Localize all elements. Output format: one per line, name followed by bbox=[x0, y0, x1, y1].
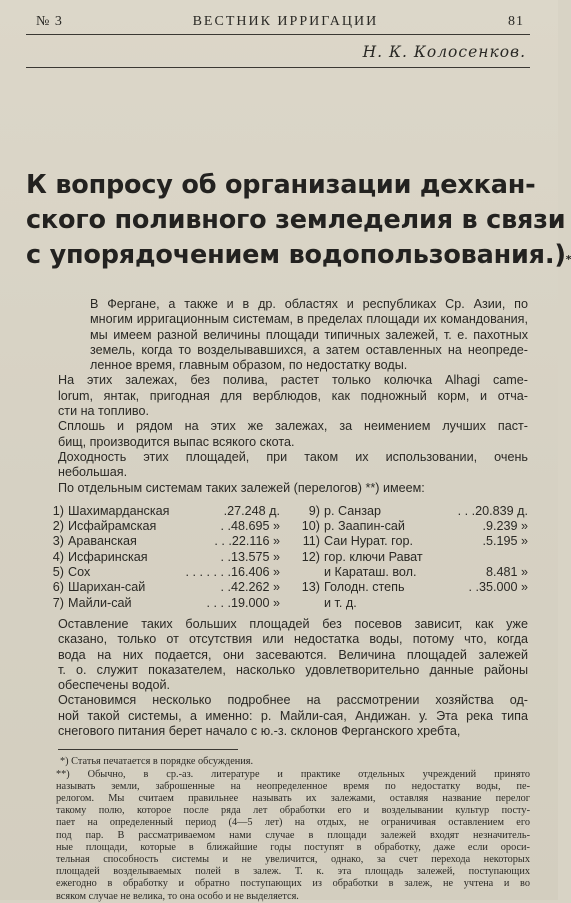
text-line: ленное время, главным образом, по недостатку воды. bbox=[90, 358, 408, 373]
list-item-num: 10) bbox=[301, 519, 320, 534]
list-item-name: Сох bbox=[68, 565, 91, 580]
footnote-1: *) Статья печатается в порядке обсуждения. bbox=[60, 756, 254, 768]
footnote-line: релогом. Мы считаем правильнее называть их залежами, оставляя название перелог bbox=[56, 792, 530, 804]
list-item-name: Майли-сай bbox=[68, 595, 132, 610]
list-item-val: 19.000 » bbox=[230, 595, 280, 610]
text-line: небольшая. bbox=[58, 465, 128, 480]
running-header bbox=[26, 14, 530, 35]
systems-list-right bbox=[280, 504, 528, 611]
text-line: ной такой системы, а именно: р. Майли-сая, Андижан. у. Эта река типа bbox=[58, 708, 528, 723]
footnote-line: такому полю, которое после ряда лет обработки его и возделывании культур посту- bbox=[56, 805, 530, 817]
list-item-val: 42.262 » bbox=[230, 580, 280, 595]
list-item-name: Шахимарданская bbox=[68, 503, 170, 518]
list-item-name: Саи Нурат. гор. bbox=[324, 534, 413, 549]
text-line: вода на них подается, они засеваются. Величина площадей залежей bbox=[58, 647, 528, 662]
footnote-line: тельная способность системы и не увеличится, однако, за счет перехода некоторых bbox=[56, 853, 530, 865]
list-item-dots: . . . . . . . bbox=[185, 565, 231, 580]
systems-list bbox=[32, 504, 528, 611]
title-line-2: ского поливного земледелия в связи bbox=[26, 205, 566, 235]
systems-list-left bbox=[32, 504, 280, 611]
list-item-num: 3) bbox=[52, 534, 64, 549]
footnote-line: всяком случае не велика, то она особо и не выделяется. bbox=[56, 890, 299, 902]
list-item-dots: . . . bbox=[214, 534, 232, 549]
list-item-name: р. Санзар bbox=[324, 503, 381, 518]
footnote-line: ежегодно в обработку и обратно поступающих из обработки в залеж, не учтена и во bbox=[56, 878, 530, 890]
list-item-num: 13) bbox=[301, 580, 320, 595]
paragraph bbox=[32, 419, 528, 450]
list-item bbox=[280, 519, 528, 534]
footnote-line: **) Обычно, в ср.-аз. литературе и практике отдельных учреждений принято bbox=[56, 768, 530, 780]
text-line: мы имеем разной величины площади типичных залежей, т. е. пахотных bbox=[90, 327, 528, 342]
list-item-val: 5.195 » bbox=[485, 534, 528, 549]
list-item bbox=[280, 504, 528, 519]
text-line: многим ирригационным системам, в пределах площади их командования, bbox=[90, 312, 528, 327]
text-line: По отдельным системам таких залежей (перелогов) **) имеем: bbox=[58, 480, 425, 495]
text-line: Оставление таких больших площадей без посевов зависит, как уже bbox=[58, 616, 528, 631]
list-item-dots: . . . . bbox=[206, 595, 231, 610]
list-item-num: 12) bbox=[301, 549, 320, 564]
footnote-2 bbox=[32, 769, 530, 903]
text-line: lorum, янтак, пригодная для верблюдов, как подножный корм, и отча- bbox=[58, 388, 528, 403]
list-item-val: 48.695 » bbox=[230, 519, 280, 534]
list-item-num: 4) bbox=[52, 549, 64, 564]
list-item bbox=[280, 534, 528, 549]
list-item bbox=[32, 504, 280, 519]
article-title bbox=[26, 168, 571, 273]
paragraph bbox=[32, 693, 528, 739]
list-item-dots: . . bbox=[220, 519, 231, 534]
footnote-line: пает на определенный период (4—5 лет) на отдых, не ограничивая оставлением его bbox=[56, 817, 530, 829]
page-number: 81 bbox=[507, 14, 524, 29]
list-item-num: 5) bbox=[52, 565, 64, 580]
journal-title: ВЕСТНИК ИРРИГАЦИИ bbox=[192, 14, 379, 29]
text-line: снегового питания берет начало с ю.-з. склонов Ферганского хребта, bbox=[58, 724, 461, 739]
list-item-num: 6) bbox=[52, 580, 64, 595]
list-item-name: Араванская bbox=[68, 534, 137, 549]
list-item-name: р. Заапин-сай bbox=[324, 519, 405, 534]
footnotes bbox=[26, 756, 530, 902]
title-line-1: К вопросу об организации дехкан- bbox=[26, 170, 536, 200]
list-item-val: 35.000 » bbox=[478, 580, 528, 595]
text-line: сти на топливо. bbox=[58, 404, 149, 419]
list-item bbox=[32, 580, 280, 595]
list-item-val: 16.406 » bbox=[230, 565, 280, 580]
list-item bbox=[32, 519, 280, 534]
paragraph bbox=[32, 373, 528, 419]
list-item-name: Шарихан-сай bbox=[68, 580, 146, 595]
list-item-val: 22.116 » bbox=[231, 534, 280, 549]
title-line-3: с упорядочением водопользования.) bbox=[26, 240, 566, 270]
list-item-val: 13.575 » bbox=[230, 549, 280, 564]
list-item-dots: . . bbox=[468, 580, 479, 595]
text-line: т. о. служит показателем, насколько удовлетворительно данные районы bbox=[58, 662, 528, 677]
text-line: Сплошь и рядом на этих же залежах, за неимением лучших паст- bbox=[58, 419, 528, 434]
paragraph bbox=[32, 617, 528, 693]
list-item-dots: . bbox=[482, 519, 486, 534]
list-item bbox=[280, 565, 528, 580]
footnote-line: называть земли, заброшенные на неопределенное время по недостатку воды, пе- bbox=[56, 780, 530, 792]
list-item-num: 1) bbox=[52, 503, 64, 518]
list-item-dots: . . . bbox=[457, 503, 476, 518]
paragraphs-before-list bbox=[32, 297, 528, 496]
list-item-name: гор. ключи Рават bbox=[324, 549, 423, 564]
issue-number: № 3 bbox=[36, 14, 63, 29]
list-item bbox=[280, 580, 528, 595]
list-item-num bbox=[280, 596, 324, 611]
list-item-val: 8.481 » bbox=[485, 565, 528, 580]
paragraphs-after-list bbox=[32, 617, 528, 739]
list-item-num: 7) bbox=[52, 595, 64, 610]
list-item-dots: . bbox=[482, 534, 486, 549]
text-line: сказано, только от отсутствия или недостатка воды, потому что, когда bbox=[58, 632, 528, 647]
list-item-dots: . . bbox=[220, 549, 231, 564]
list-item bbox=[32, 565, 280, 580]
list-item-val: 27.248 д. bbox=[227, 503, 280, 518]
list-item-name: и Караташ. вол. bbox=[324, 565, 417, 580]
text-line: В Фергане, а также и в др. областях и республиках Ср. Азии, по bbox=[90, 297, 528, 311]
paragraph bbox=[32, 297, 528, 373]
list-item bbox=[32, 550, 280, 565]
text-line: Остановимся несколько подробнее на рассмотрении хозяйства од- bbox=[58, 693, 528, 708]
list-item-num: 2) bbox=[52, 519, 64, 534]
author-rule bbox=[26, 67, 530, 68]
paragraph bbox=[32, 450, 528, 481]
text-line: земель, когда то возделывавшихся, а затем оставленных на неопреде- bbox=[90, 342, 528, 357]
text-line: бищ, производится выпас всякого скота. bbox=[58, 434, 295, 449]
list-item bbox=[32, 596, 280, 611]
footnote-rule bbox=[58, 749, 238, 750]
list-item-name: и т. д. bbox=[324, 595, 357, 610]
list-item-val: 9.239 » bbox=[485, 519, 528, 534]
list-item-num: 9) bbox=[308, 503, 320, 518]
list-item-dots: . . bbox=[220, 580, 231, 595]
list-item-name: Исфайрамская bbox=[68, 519, 157, 534]
list-item-val: 20.839 д. bbox=[475, 503, 528, 518]
paragraph bbox=[32, 481, 528, 496]
footnote-line: площадей возделываемых полей в залеж. Т. к. эта площадь залежей, поступающих bbox=[56, 866, 530, 878]
list-item-name: Голодн. степь bbox=[324, 580, 405, 595]
list-item-num: 11) bbox=[302, 534, 320, 549]
list-item bbox=[280, 596, 528, 611]
text-line: На этих залежах, без полива, растет только колючка Alhagi came- bbox=[58, 373, 528, 388]
list-item-num bbox=[280, 565, 324, 580]
text-line: обеспечены водой. bbox=[58, 678, 171, 693]
list-item-dots: . bbox=[223, 503, 228, 518]
footnote-line: под пар. В рассматриваемом нами случае в площади залежей входят незначитель- bbox=[56, 829, 530, 841]
list-item-name: Исфаринская bbox=[68, 549, 148, 564]
list-item bbox=[32, 534, 280, 549]
article-body bbox=[26, 297, 530, 739]
list-item bbox=[280, 550, 528, 565]
author-name: Н. К. Колосенков. bbox=[362, 43, 526, 61]
text-line: Доходность этих площадей, при таком их использовании, очень bbox=[58, 449, 528, 464]
footnote-line: ные площади, которые в ближайшие годы поступят в обработку, даже если ороси- bbox=[56, 841, 530, 853]
title-footnote-mark: * bbox=[565, 253, 571, 266]
